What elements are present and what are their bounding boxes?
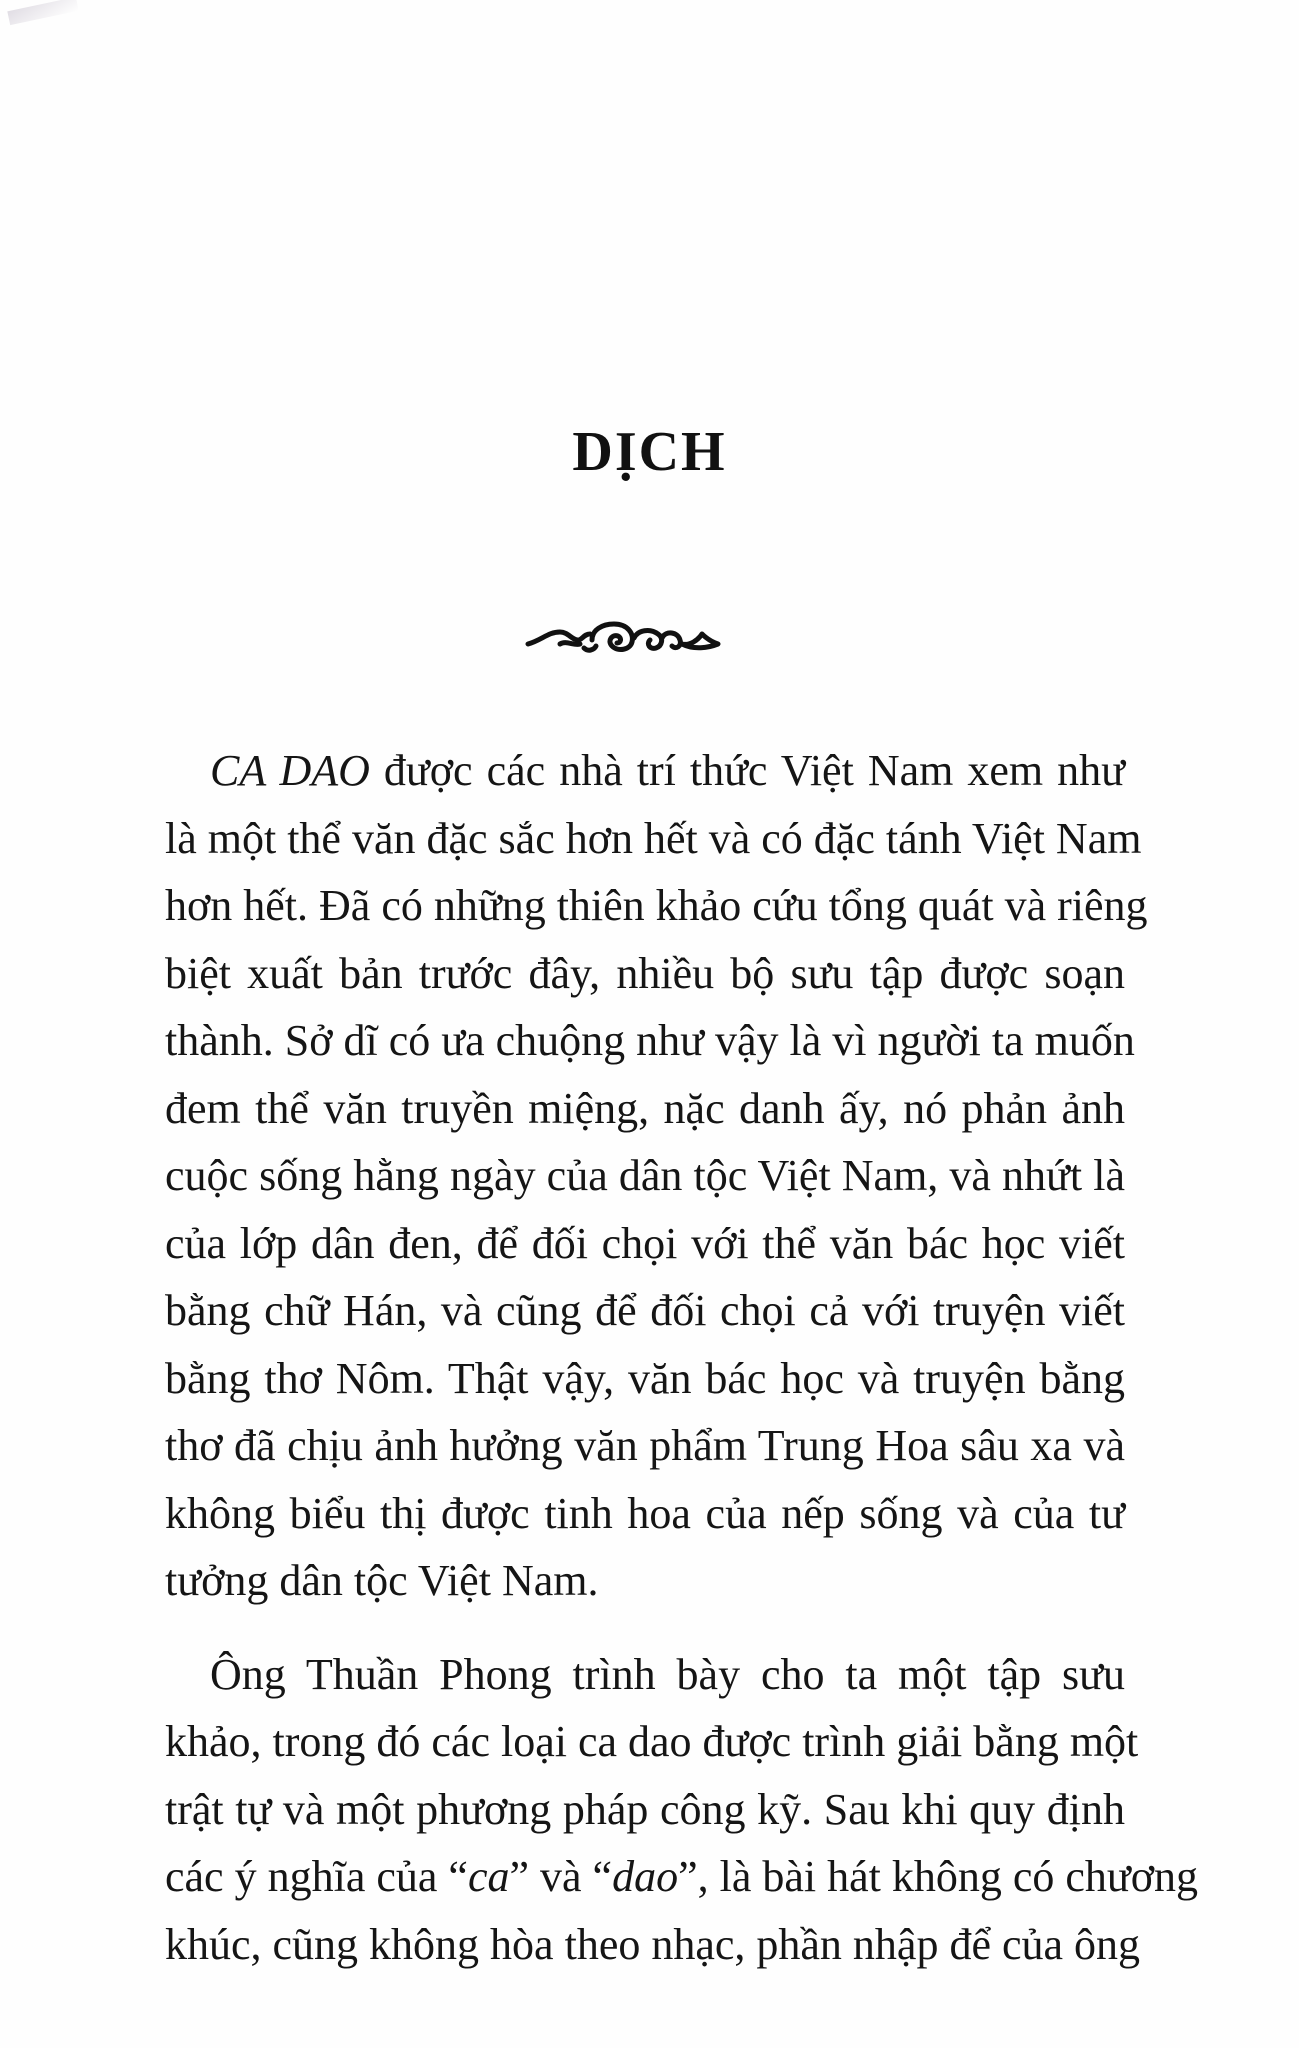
text-span: các ý nghĩa của “ [165,1852,468,1901]
text-line: biệt xuất bản trước đây, nhiều bộ sưu tập được soạn [165,948,1125,998]
text-line: khúc, cũng không hòa theo nhạc, phần nhập để của ông [165,1919,1141,1969]
italic-term: ca [467,1852,510,1901]
cloud-ornament-icon [522,610,722,660]
text-line [165,737,1125,805]
text-line: là một thể văn đặc sắc hơn hết và có đặc tánh Việt Nam [165,813,1142,863]
italic-term: dao [612,1852,679,1901]
paragraph-spacer [165,1615,1125,1641]
paragraph-2 [165,1641,1199,1979]
page-corner-shadow [7,0,78,25]
text-line: khảo, trong đó các loại ca dao được trình giải bằng một [165,1717,1139,1766]
text-line: cuộc sống hằng ngày của dân tộc Việt Nam, và nhứt là [165,1151,1125,1200]
text-line: bằng chữ Hán, và cũng để đối chọi cả với truyện viết [165,1286,1125,1335]
text-line: tưởng dân tộc Việt Nam. [165,1556,599,1605]
paragraph-1 [165,737,1148,1615]
body-text [165,737,1199,1978]
text-line: trật tự và một phương pháp công kỹ. Sau khi quy định [165,1784,1125,1834]
text-line: bằng thơ Nôm. Thật vậy, văn bác học và truyện bằng [165,1353,1125,1403]
text-line: đem thể văn truyền miệng, nặc danh ấy, nó phản ảnh [165,1083,1125,1133]
text-line: Ông Thuần Phong trình bày cho ta một tập sưu [210,1649,1125,1699]
text-span: ”, là bài hát không có chương [678,1852,1199,1901]
text-line: không biểu thị được tinh hoa của nếp sống và của tư [165,1488,1125,1538]
text-line: của lớp dân đen, để đối chọi với thể văn bác học viết [165,1218,1125,1268]
text-span: được các nhà trí thức Việt Nam xem như [369,746,1125,795]
italic-term: CA DAO [210,746,370,795]
text-line: thành. Sở dĩ có ưa chuộng như vậy là vì người ta muốn [165,1016,1135,1065]
text-span: ” và “ [509,1852,613,1901]
text-line [165,1843,1199,1911]
chapter-title: DỊCH [572,421,727,483]
text-line: hơn hết. Đã có những thiên khảo cứu tổng quát và riêng [165,881,1148,930]
text-line: thơ đã chịu ảnh hưởng văn phẩm Trung Hoa sâu xa và [165,1421,1125,1470]
